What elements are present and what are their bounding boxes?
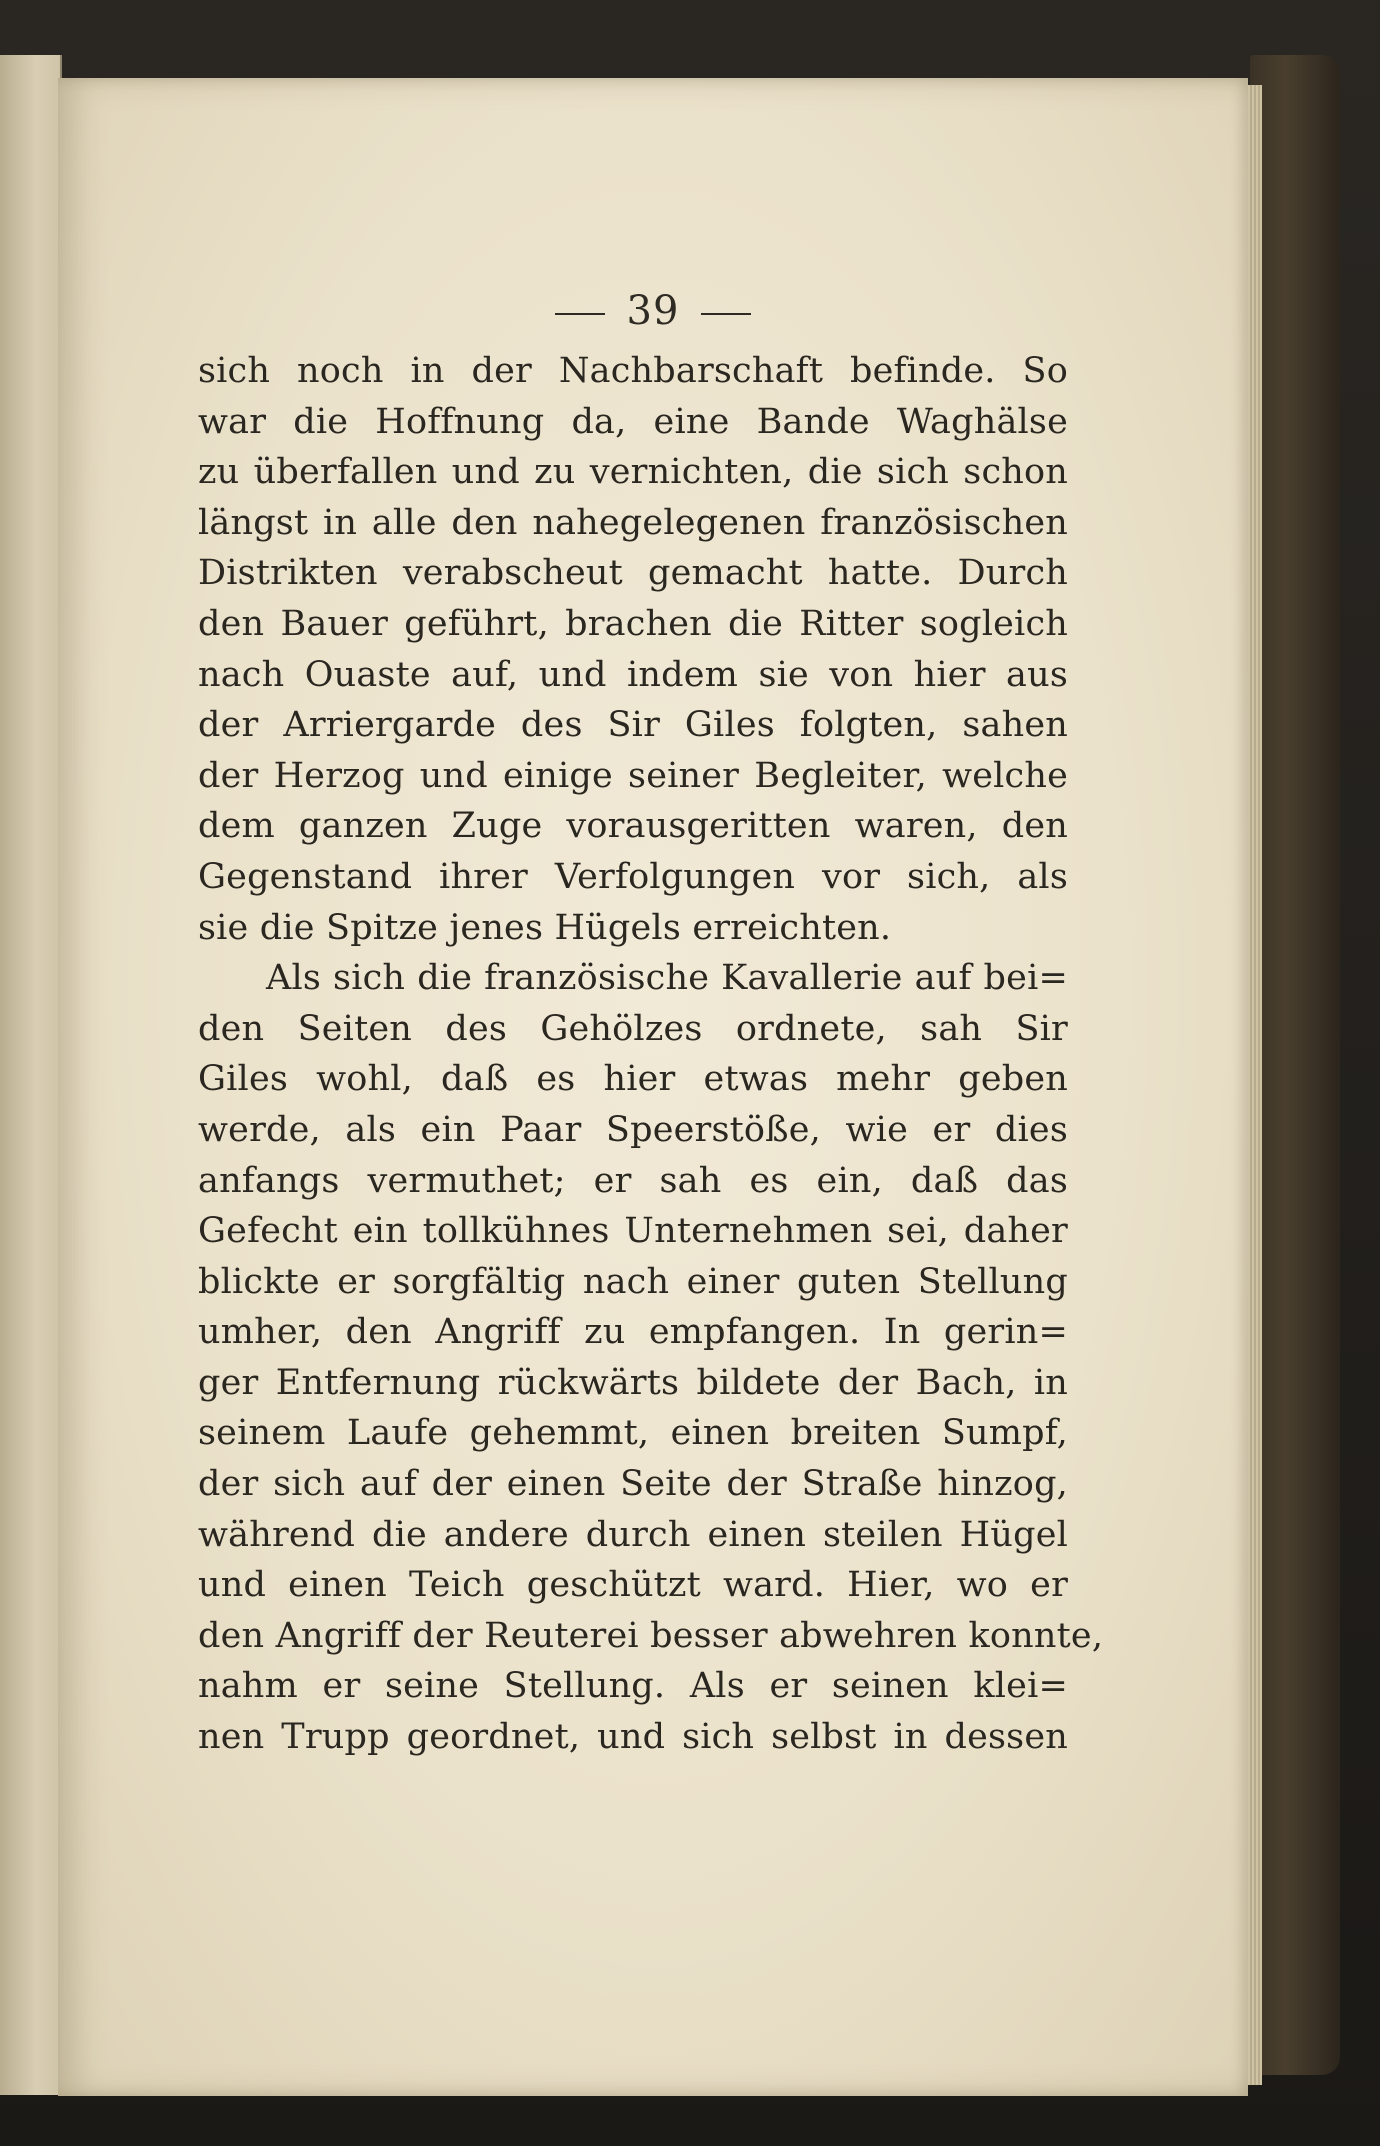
text-line: nach Ouaste auf, und indem sie von hier aus (198, 654, 1068, 695)
text-line: den Angriff der Reuterei besser abwehren konnte, (198, 1615, 1104, 1656)
text-line: längst in alle den nahegelegenen französischen (198, 502, 1068, 543)
text-line: anfangs vermuthet; er sah es ein, daß das (198, 1160, 1068, 1201)
text-line: blickte er sorgfältig nach einer guten Stellung (198, 1261, 1068, 1302)
facing-page-edge (0, 55, 62, 2095)
text-line-paragraph-end: sie die Spitze jenes Hügels erreichten. (198, 907, 892, 948)
text-line: während die andere durch einen steilen Hügel (198, 1514, 1068, 1555)
page-number-header (58, 288, 1248, 334)
text-line: Giles wohl, daß es hier etwas mehr geben (198, 1059, 1068, 1100)
page-number: 39 (626, 288, 680, 334)
text-line: nen Trupp geordnet, und sich selbst in dessen (198, 1717, 1068, 1758)
text-line: der Arriergarde des Sir Giles folgten, sahen (198, 705, 1068, 746)
text-line: Gegenstand ihrer Verfolgungen vor sich, als (198, 856, 1068, 897)
folio-dash-left (555, 313, 605, 315)
text-line: sich noch in der Nachbarschaft befinde. So (198, 351, 1068, 391)
text-line: dem ganzen Zuge vorausgeritten waren, den (198, 806, 1068, 847)
book-cover-edge (1250, 55, 1340, 2075)
text-line: den Bauer geführt, brachen die Ritter sogleich (198, 603, 1068, 644)
text-line: und einen Teich geschützt ward. Hier, wo er (198, 1565, 1068, 1606)
text-line: Gefecht ein tollkühnes Unternehmen sei, daher (198, 1211, 1068, 1252)
text-line-paragraph-start: Als sich die französische Kavallerie auf bei= (266, 958, 1068, 999)
body-text (198, 346, 1104, 1763)
text-line: ger Entfernung rückwärts bildete der Bach, in (198, 1362, 1068, 1403)
book-page (58, 78, 1248, 2096)
text-line: seinem Laufe gehemmt, einen breiten Sumpf, (198, 1413, 1068, 1454)
text-line: der sich auf der einen Seite der Straße hinzog, (198, 1464, 1068, 1505)
folio-dash-right (701, 313, 751, 315)
text-line: nahm er seine Stellung. Als er seinen klei= (198, 1666, 1068, 1707)
text-line: umher, den Angriff zu empfangen. In gerin= (198, 1312, 1068, 1353)
text-line: war die Hoffnung da, eine Bande Waghälse (198, 401, 1068, 442)
text-line: der Herzog und einige seiner Begleiter, welche (198, 755, 1068, 796)
text-line: werde, als ein Paar Speerstöße, wie er dies (198, 1109, 1068, 1150)
text-line: den Seiten des Gehölzes ordnete, sah Sir (198, 1008, 1068, 1049)
text-line: zu überfallen und zu vernichten, die sich schon (198, 452, 1068, 493)
text-line: Distrikten verabscheut gemacht hatte. Durch (198, 553, 1068, 594)
